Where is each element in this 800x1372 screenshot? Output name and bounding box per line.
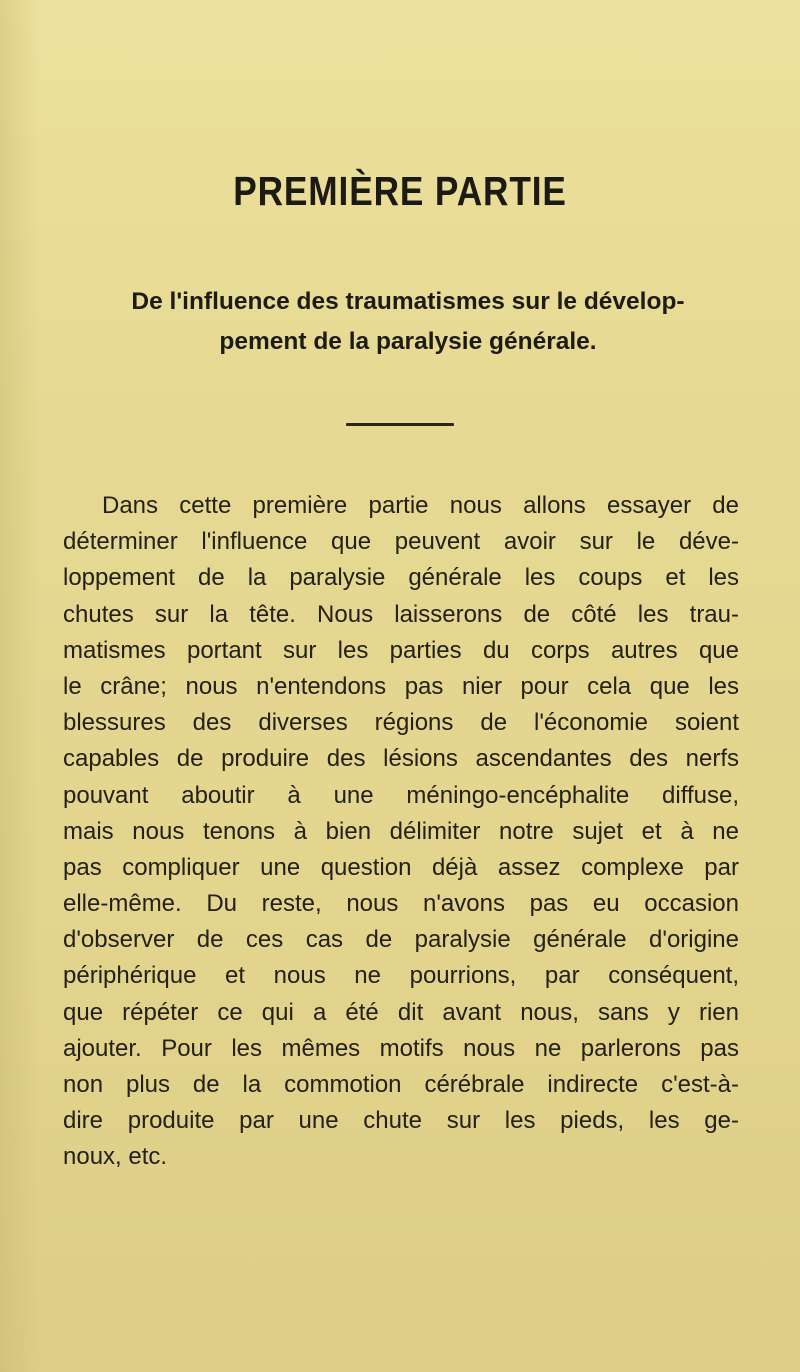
text-line: pouvant aboutir à une méningo-encéphalite diffuse, [63,781,739,809]
text-line: chutes sur la tête. Nous laisserons de côté les trau- [63,600,739,628]
text-line: périphérique et nous ne pourrions, par conséquent, [63,962,739,990]
text-line: elle-même. Du reste, nous n'avons pas eu occasion [63,890,739,918]
text-line: pas compliquer une question déjà assez complexe par [63,853,739,881]
text-line: déterminer l'influence que peuvent avoir sur le déve- [63,528,739,556]
chapter-subtitle [98,282,718,362]
text-line: ajouter. Pour les mêmes motifs nous ne parlerons pas [63,1034,739,1062]
part-title: PREMIÈRE PARTIE [233,168,567,214]
text-line: dire produite par une chute sur les pieds, les ge- [63,1107,739,1135]
text-line: noux, etc. [63,1143,168,1171]
text-line: Dans cette première partie nous allons essayer de [102,492,739,519]
body-paragraph [63,488,739,1176]
text-line: que répéter ce qui a été dit avant nous, sans y rien [63,998,739,1026]
text-line: mais nous tenons à bien délimiter notre sujet et à ne [63,817,739,845]
subtitle-line: De l'influence des traumatismes sur le dévelop- [131,288,685,315]
text-line: le crâne; nous n'entendons pas nier pour cela que les [63,672,739,700]
subtitle-line: pement de la paralysie générale. [219,328,597,355]
text-line: matismes portant sur les parties du corps autres que [63,636,739,664]
text-line: blessures des diverses régions de l'économie soient [63,709,739,737]
text-line: non plus de la commotion cérébrale indirecte c'est-à- [63,1071,739,1098]
separator-rule [346,423,454,426]
text-line: capables de produire des lésions ascendantes des nerfs [63,745,739,773]
text-line: d'observer de ces cas de paralysie générale d'origine [63,926,739,954]
text-line: loppement de la paralysie générale les coups et les [63,564,739,592]
